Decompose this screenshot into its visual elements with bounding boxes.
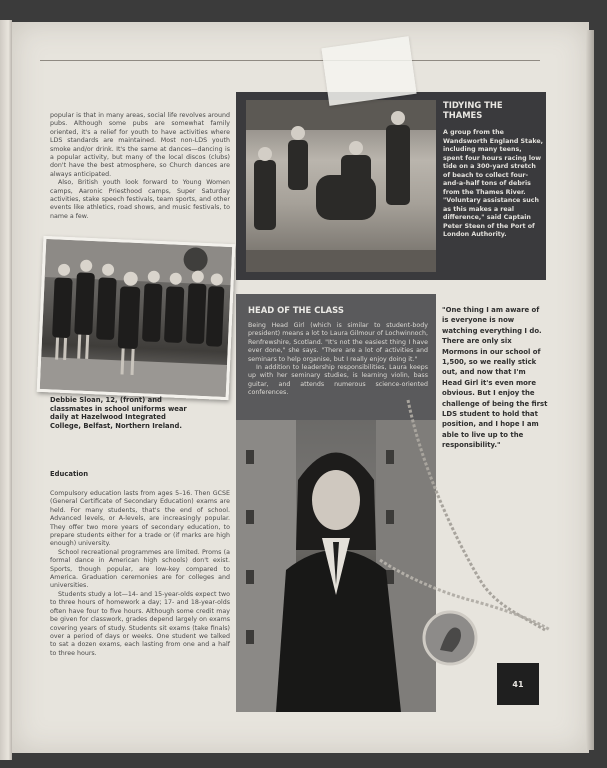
intro-paragraph-1: popular is that in many areas, social life revolves around pubs. Although some pubs are somewhat family oriented, it's a relief for youth to have activities where LDS standards are maintained. Most non-LDS youth smoke and/or drink. It's the same at dances—dancing is a popular activity, but many of the local discos (clubs) don't have the best atmosphere, so Church dances are always anticipated. xyxy=(50,112,230,178)
volunteers-illustration xyxy=(246,100,436,272)
education-text-column xyxy=(50,490,230,658)
intro-paragraph-2: Also, British youth look forward to Young Women camps, Aaronic Priesthood camps, Super Saturday activities, stake speech festivals, team sports, and other events like athletics, road shows, and music festivals, to name a few. xyxy=(50,179,230,220)
page-edge xyxy=(586,30,594,750)
head-paragraph-2: In addition to leadership responsibilities, Laura keeps up with her seminary studies, is learning violin, bass guitar, and attends numerous science-oriented conferences. xyxy=(248,364,428,397)
intro-text-column xyxy=(50,112,230,221)
education-paragraph-3: Students study a lot—14- and 15-year-olds expect two to three hours of homework a day; 17- and 18-year-olds often have four to five hours. Although some credit may be given for classwork, grades depend largely on exams covering years of study. Students sit exams (take finals) over a period of days or weeks. One student we talked to sat a dozen exams, each lasting from one and a half to three hours. xyxy=(50,590,230,657)
binding-gutter xyxy=(0,20,12,760)
education-paragraph-2: School recreational programmes are limited. Proms (a formal dance in American high schools) don't exist. Sports, though popular, are low-key compared to America. Graduation ceremonies are for colleges and universities. xyxy=(50,548,230,590)
head-paragraph-1: Being Head Girl (which is similar to student-body president) means a lot to Laura Gilmour of Lochwinnoch, Renfrewshire, Scotland. "It's not the easiest thing I have ever done," she says. "There are a lot of activities and seminars to help organise, but I really enjoy doing it." xyxy=(248,322,428,363)
medallion-necklace-illustration xyxy=(360,380,560,680)
students-illustration xyxy=(40,239,232,397)
education-paragraph-1: Compulsory education lasts from ages 5–16. Then GCSE (General Certificate of Secondary Education) exams are held. For many students, that's the end of school. Advanced levels, or A-levels, are increasingly popular. They offer two more years of secondary education, to prepare students either for a trade or (if marks are high enough) university. xyxy=(50,490,230,548)
thames-cleanup-photo xyxy=(246,100,436,272)
school-uniform-photo xyxy=(37,236,236,400)
tape-strip xyxy=(321,36,416,106)
page-number: 41 xyxy=(497,663,539,705)
head-of-class-title: HEAD OF THE CLASS xyxy=(248,305,344,315)
thames-title: TIDYING THE THAMES xyxy=(443,100,503,120)
pull-quote: "One thing I am aware of is everyone is now watching everything I do. There are only six Mormons in our school of 1,500, so we really stick out, and now that I'm Head Girl it's even more obvious. But I enjoy the challenge of being the first LDS student to hold that position, and I hope I am able to live up to the responsibility." xyxy=(442,306,548,450)
header-rule xyxy=(40,60,540,61)
thames-caption: A group from the Wandsworth England Stake, including many teens, spent four hours racing low tide on a 300-yard stretch of beach to collect four-and-a-half tons of debris from the Thames River. "Voluntary assistance such as this makes a real difference," said Captain Peter Steen of the Port of London Authority. xyxy=(443,129,543,238)
education-heading: Education xyxy=(50,470,89,478)
photo-caption: Debbie Sloan, 12, (front) and classmates in school uniforms wear daily at Hazelwood Integrated College, Belfast, Northern Ireland. xyxy=(50,396,187,430)
